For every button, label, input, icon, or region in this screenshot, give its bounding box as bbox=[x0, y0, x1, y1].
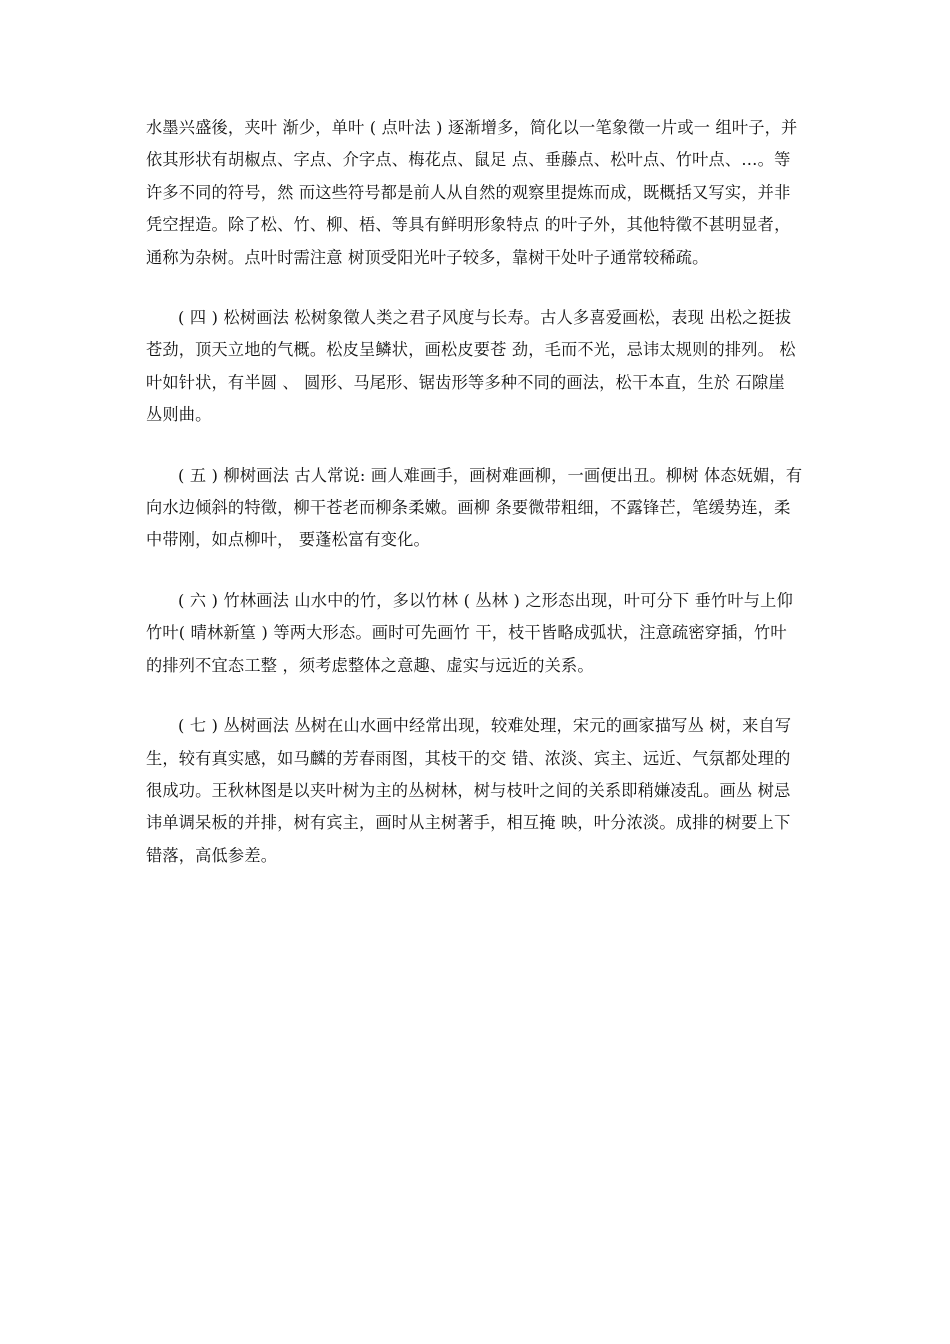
text-line: 的排列不宜态工整 ，须考虑整体之意趣、虚实与远近的关系。 bbox=[146, 655, 594, 675]
paragraph-pine-tree bbox=[146, 302, 806, 432]
text-line: 生，较有真实感，如马麟的芳春雨图，其枝干的交 错、浓淡、宾主、远近、气氛都处理的 bbox=[146, 748, 791, 768]
text-line: ( 四 ) 松树画法 松树象徵人类之君子风度与长寿。古人多喜爱画松，表现 出松之挺拔 bbox=[178, 308, 792, 328]
paragraph-willow-tree bbox=[146, 460, 806, 557]
text-line: ( 六 ) 竹林画法 山水中的竹，多以竹林 ( 丛林 ) 之形态出现，叶可分下 垂竹叶与上仰 bbox=[178, 590, 793, 610]
paragraph-bamboo-grove bbox=[146, 585, 806, 682]
text-line: 错落，高低参差。 bbox=[146, 845, 278, 865]
text-line: 许多不同的符号，然 而这些符号都是前人从自然的观察里提炼而成，既概括又写实，并非 bbox=[146, 182, 791, 202]
text-line: 讳单调呆板的并排，树有宾主，画时从主树著手，相互掩 映，叶分浓淡。成排的树要上下 bbox=[146, 813, 791, 833]
text-line: 通称为杂树。点叶时需注意 树顶受阳光叶子较多，靠树干处叶子通常较稀疏。 bbox=[146, 247, 709, 267]
text-line: 竹叶( 晴林新篁 ) 等两大形态。画时可先画竹 干，枝干皆略成弧状，注意疏密穿插，竹叶 bbox=[146, 623, 787, 643]
text-line: 水墨兴盛後，夹叶 渐少，单叶 ( 点叶法 ) 逐渐增多，简化以一笔象徵一片或一 组叶子，并 bbox=[146, 118, 798, 137]
text-line: ( 五 ) 柳树画法 古人常说: 画人难画手，画树难画柳，一画便出丑。柳树 体态妩媚，有 bbox=[178, 465, 803, 485]
text-line: 苍劲，顶天立地的气概。松皮呈鳞状，画松皮要苍 劲，毛而不光，忌讳太规则的排列。 松 bbox=[146, 340, 796, 360]
document-page bbox=[146, 112, 806, 900]
text-line: 丛则曲。 bbox=[146, 405, 212, 425]
paragraph-leaf-dotting bbox=[146, 112, 806, 274]
text-line: 很成功。王秋林图是以夹叶树为主的丛树林，树与枝叶之间的关系即稍嫌凌乱。画丛 树忌 bbox=[146, 780, 791, 800]
paragraph-tree-cluster bbox=[146, 710, 806, 872]
text-line: 叶如针状，有半圆 、 圆形、马尾形、锯齿形等多种不同的画法，松干本直，生於 石隙崖 bbox=[146, 372, 785, 392]
text-line: 向水边倾斜的特徵，柳干苍老而柳条柔嫩。画柳 条要微带粗细，不露锋芒，笔缓势连，柔 bbox=[146, 498, 791, 518]
text-line: 中带刚，如点柳叶， 要蓬松富有变化。 bbox=[146, 530, 430, 550]
text-line: 凭空捏造。除了松、竹、柳、梧、等具有鲜明形象特点 的叶子外，其他特徵不甚明显者， bbox=[146, 215, 791, 235]
text-line: 依其形状有胡椒点、字点、介字点、梅花点、鼠足 点、垂藤点、松叶点、竹叶点、…。等 bbox=[146, 150, 791, 170]
text-line: ( 七 ) 丛树画法 丛树在山水画中经常出现，较难处理，宋元的画家描写丛 树，来自写 bbox=[178, 716, 792, 736]
